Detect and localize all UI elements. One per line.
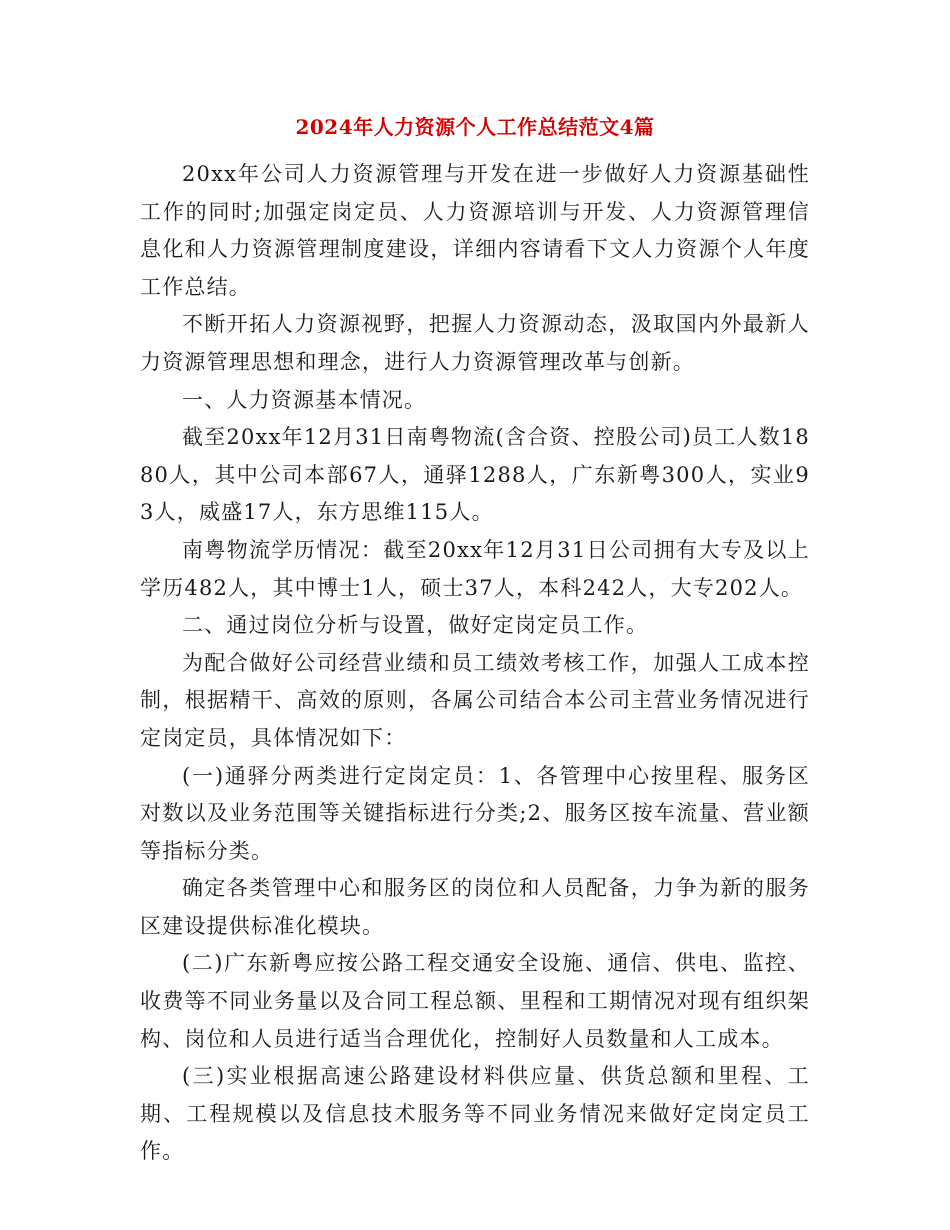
section-heading-1: 一、人力资源基本情况。 <box>182 387 427 412</box>
paragraph-service-area: 确定各类管理中心和服务区的岗位和人员配备，力争为新的服务区建设提供标准化模块。 <box>140 876 810 938</box>
paragraph-intro: 20xx年公司人力资源管理与开发在进一步做好人力资源基础性工作的同时;加强定岗定员、人力资源培训与开发、人力资源管理信息化和人力资源管理制度建设，详细内容请看下文人力资源个人年度工作总结。 <box>140 162 810 299</box>
paragraph-staff-count: 截至20xx年12月31日南粤物流(含合资、控股公司)员工人数1880人，其中公司本部67人，通驿1288人，广东新粤300人，实业93人，威盛17人，东方思维115人。 <box>140 425 810 525</box>
document-title: 2024年人力资源个人工作总结范文4篇 <box>295 115 655 139</box>
paragraph-vision: 不断开拓人力资源视野，把握人力资源动态，汲取国内外最新人力资源管理思想和理念，进行人力资源管理改革与创新。 <box>140 312 810 374</box>
paragraph-item-2: (二)广东新粤应按公路工程交通安全设施、通信、供电、监控、收费等不同业务量以及合同工程总额、里程和工期情况对现有组织架构、岗位和人员进行适当合理优化，控制好人员数量和人工成本。 <box>140 951 810 1051</box>
document-page <box>140 112 810 1171</box>
paragraph-staffing-principle: 为配合做好公司经营业绩和员工绩效考核工作，加强人工成本控制，根据精干、高效的原则，各属公司结合本公司主营业务情况进行定岗定员，具体情况如下： <box>140 650 810 750</box>
paragraph-item-3: (三)实业根据高速公路建设材料供应量、供货总额和里程、工期、工程规模以及信息技术服务等不同业务情况来做好定岗定员工作。 <box>140 1064 810 1164</box>
paragraph-education: 南粤物流学历情况：截至20xx年12月31日公司拥有大专及以上学历482人，其中博士1人，硕士37人，本科242人，大专202人。 <box>140 537 810 600</box>
paragraph-item-1: (一)通驿分两类进行定岗定员：1、各管理中心按里程、服务区对数以及业务范围等关键指标进行分类;2、服务区按车流量、营业额等指标分类。 <box>140 763 810 863</box>
section-heading-2: 二、通过岗位分析与设置，做好定岗定员工作。 <box>182 613 649 638</box>
